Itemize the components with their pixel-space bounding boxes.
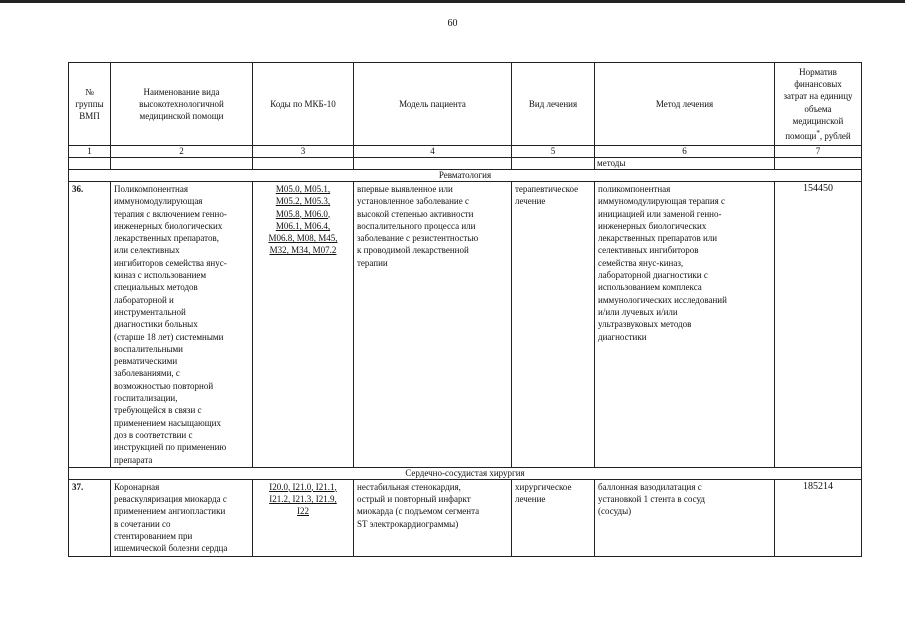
text-line: заболевание с резистентностью — [357, 233, 479, 244]
text-line: применением насыщающих — [114, 417, 221, 428]
text-line: специальных методов — [114, 282, 198, 293]
text-line: диагностики больных — [114, 319, 198, 330]
text-line: иммуномодулирующая терапия с — [598, 196, 726, 207]
col-number: 2 — [111, 146, 253, 158]
text-line: воспалительными — [114, 343, 184, 354]
text-line: (сосуды) — [598, 506, 632, 517]
text-line: реваскуляризация миокарда с — [114, 494, 227, 505]
icd-code-line: M05.0, M05.1, — [275, 184, 331, 194]
text-line: диагностики — [598, 331, 647, 342]
text-line: затрат на единицу — [783, 91, 853, 102]
icd-code: M06.8 — [268, 233, 293, 244]
text-line: поликомпонентная — [598, 184, 671, 194]
icd-code-line: M06.8, M08, M45, — [268, 233, 338, 244]
text-line: в сочетании со — [114, 518, 171, 529]
top-border-line — [0, 0, 905, 3]
text-line: инструментальной — [114, 306, 186, 317]
text-line: Поликомпонентная — [114, 184, 188, 194]
col-header-treatment — [512, 63, 595, 146]
text-line: заболеваниями, с — [114, 368, 180, 379]
col-header-norm — [775, 63, 862, 146]
text-line: терапии — [357, 257, 388, 268]
header-row — [69, 63, 862, 146]
row-number: 36. — [69, 182, 111, 468]
text-line: требующейся в связи с — [114, 405, 202, 416]
text-line: медицинской помощи — [139, 111, 224, 122]
col-header-method — [595, 63, 775, 146]
cost-norm: 154450 — [775, 182, 862, 468]
icd-code: M05.2 — [275, 196, 300, 207]
icd-code: I20.0 — [269, 481, 288, 492]
text-line: группы — [75, 98, 104, 109]
carry-over-row — [69, 158, 862, 170]
care-type-name — [111, 479, 253, 556]
text-line: и/или лучевых и/или — [598, 306, 678, 317]
text-line: иммунологических исследований — [598, 294, 727, 305]
icd-code: M32 — [269, 245, 287, 256]
col-number: 5 — [512, 146, 595, 158]
text-line: Модель пациента — [399, 98, 466, 109]
section-title: Ревматология — [69, 170, 862, 182]
text-line: инструкцией по применению — [114, 442, 227, 453]
section-row-cardiac-surgery — [69, 467, 862, 479]
text-line: миокарда (с подъемом сегмента — [357, 506, 480, 517]
cost-norm: 185214 — [775, 479, 862, 556]
text-line: ST электрокардиограммы) — [357, 518, 459, 529]
col-number: 1 — [69, 146, 111, 158]
text-line: использованием комплекса — [598, 282, 702, 293]
text-line: инженерных биологических — [598, 220, 707, 231]
text-line: Коронарная — [114, 481, 160, 492]
text-line: киназ с использованием — [114, 270, 207, 281]
icd-code-line: I20.0, I21.0, I21.1, — [269, 481, 337, 492]
text-line: семейства янус-киназ, — [598, 257, 684, 268]
icd-code: I21.9 — [315, 494, 335, 505]
text-line: № — [85, 86, 94, 97]
text-line: ингибиторов семейства янус- — [114, 257, 227, 268]
text-line: ишемической болезни сердца — [114, 543, 228, 554]
text-line: инженерных биологических — [114, 220, 223, 231]
text-line: высокотехнологичной — [139, 98, 224, 109]
icd-code-line: M05.2, M05.3, — [275, 196, 331, 207]
text-line: установкой 1 стента в сосуд — [598, 494, 705, 505]
text-line: ВМП — [79, 111, 100, 122]
col-number: 7 — [775, 146, 862, 158]
text-line: инициацией или заменой генно- — [598, 208, 722, 219]
treatment-type — [512, 479, 595, 556]
text-line: нестабильная стенокардия, — [357, 481, 461, 492]
text-line: возможностью повторной — [114, 380, 214, 391]
text-line: лекарственных препаратов, — [114, 233, 219, 244]
section-row-rheumatology — [69, 170, 862, 182]
text-line: финансовых — [794, 78, 842, 89]
table-row — [69, 479, 862, 556]
icd-code: M34 — [291, 245, 309, 256]
icd-code: M05.8 — [275, 208, 300, 219]
icd-code: M06.1 — [275, 220, 300, 231]
icd-code: M05.0 — [275, 184, 300, 194]
icd-code: M08 — [296, 233, 314, 244]
text-line: помощи*, рублей — [785, 129, 851, 142]
row-number: 37. — [69, 479, 111, 556]
text-line: стентированием при — [114, 531, 193, 542]
col-number: 3 — [253, 146, 354, 158]
icd-code: M06.0 — [304, 208, 328, 219]
icd-code: I21.3 — [292, 494, 312, 505]
patient-model — [354, 479, 512, 556]
text-line: ревматическими — [114, 356, 178, 367]
text-line: Норматив — [799, 66, 837, 77]
text-line: медицинской — [792, 115, 844, 126]
patient-model — [354, 182, 512, 468]
text-line: лечение — [515, 196, 546, 207]
text-line: (старше 18 лет) системными — [114, 331, 224, 342]
carry-over-text: методы — [595, 158, 775, 170]
icd-code: I21.0 — [292, 481, 312, 492]
icd-codes — [253, 182, 354, 468]
text-line: ультразвуковых методов — [598, 319, 692, 330]
icd-code-line: M05.8, M06.0, — [275, 208, 331, 219]
text-line: впервые выявленное или — [357, 184, 453, 194]
text-line: установленное заболевание с — [357, 196, 469, 207]
text-line: Вид лечения — [528, 98, 578, 109]
icd-code: I22 — [297, 506, 309, 517]
text-line: воспалительного процесса или — [357, 220, 476, 231]
text-line: терапия с включением генно- — [114, 208, 227, 219]
col-header-codes — [253, 63, 354, 146]
treatment-method — [595, 182, 775, 468]
text-line: селективных ингибиторов — [598, 245, 699, 256]
text-line: лечение — [515, 494, 546, 505]
vmp-table — [68, 62, 862, 557]
text-line: Метод лечения — [655, 98, 714, 109]
col-number: 4 — [354, 146, 512, 158]
text-line: объема — [804, 103, 832, 114]
icd-code: M05.1 — [304, 184, 328, 194]
icd-code-line: M06.1, M06.4, — [275, 220, 331, 231]
text-line: лабораторной диагностики с — [598, 270, 708, 281]
text-line: Коды по МКБ-10 — [270, 98, 336, 109]
icd-code-line — [256, 505, 350, 517]
text-line: баллонная вазодилатация с — [598, 481, 702, 492]
text-line: лабораторной и — [114, 294, 174, 305]
col-header-name — [111, 63, 253, 146]
text-line: препарата — [114, 454, 153, 465]
text-line: лекарственных препаратов или — [598, 233, 718, 244]
section-title: Сердечно-сосудистая хирургия — [69, 467, 862, 479]
col-header-num — [69, 63, 111, 146]
text-line: терапевтическое — [515, 184, 579, 194]
icd-code: I21.2 — [269, 494, 288, 505]
icd-code: M06.4 — [304, 220, 328, 231]
text-line: применением ангиопластики — [114, 506, 226, 517]
treatment-method — [595, 479, 775, 556]
icd-code: M05.3 — [304, 196, 328, 207]
col-header-model — [354, 63, 512, 146]
text-line: к проводимой лекарственной — [357, 245, 469, 256]
col-number: 6 — [595, 146, 775, 158]
table-row — [69, 182, 862, 468]
text-line: Наименование вида — [143, 86, 220, 97]
icd-codes — [253, 479, 354, 556]
icd-code: M45 — [318, 233, 336, 244]
text-line: острый и повторный инфаркт — [357, 494, 471, 505]
text-line: высокой степенью активности — [357, 208, 474, 219]
text-line: иммуномодулирующая — [114, 196, 203, 207]
text-line: хирургическое — [515, 481, 572, 492]
page-number: 60 — [447, 18, 458, 29]
icd-code: M07.2 — [312, 245, 337, 256]
icd-code: I21.1 — [315, 481, 335, 492]
care-type-name — [111, 182, 253, 468]
text-line: доз в соответствии с — [114, 429, 193, 440]
treatment-type — [512, 182, 595, 468]
text-line: или селективных — [114, 245, 180, 256]
icd-code-line: I21.2, I21.3, I21.9, — [269, 494, 337, 505]
text-line: госпитализации, — [114, 393, 178, 404]
icd-code-line: M32, M34, M07.2 — [269, 245, 337, 256]
column-numbers-row — [69, 146, 862, 158]
